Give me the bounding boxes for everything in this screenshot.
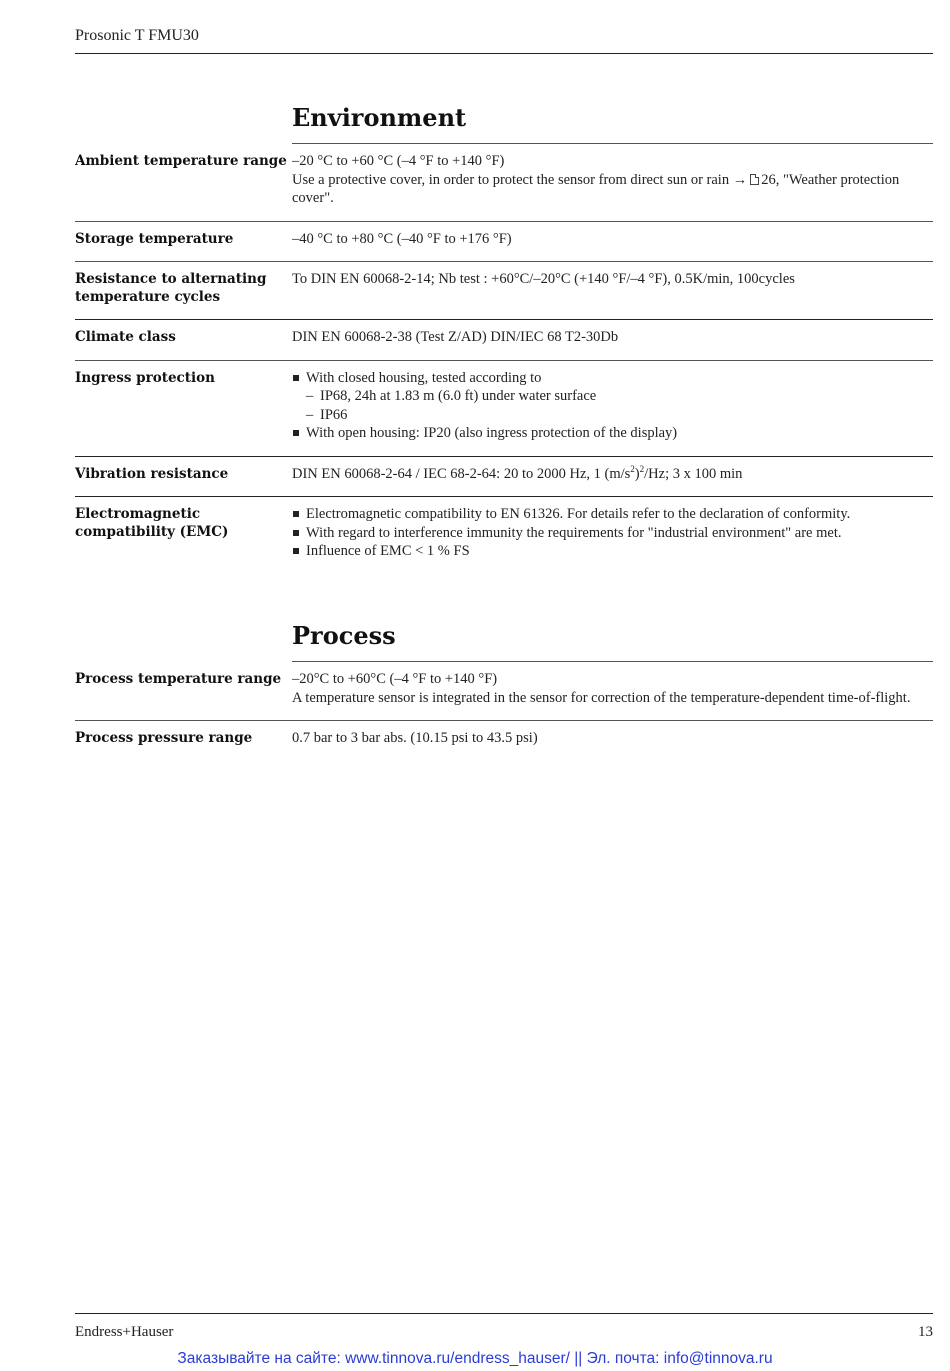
spec-value: DIN EN 60068-2-38 (Test Z/AD) DIN/IEC 68 T2-30Db [292,329,619,345]
footer-divider [75,1313,933,1314]
spec-value [292,505,933,561]
spec-label: Process pressure range [75,730,253,746]
dash-item: – IP68, 24h at 1.83 m (6.0 ft) under water surface [292,387,933,406]
dash-item: – IP66 [292,406,933,425]
spec-label: Climate class [75,329,176,345]
spec-row-process-pressure [75,721,933,761]
spec-row-temperature-cycles [75,262,933,320]
superscript: 2 [630,463,635,474]
spec-row-ambient-temperature [75,144,933,222]
spec-row-ingress-protection [75,361,933,457]
spec-value-text: /Hz; 3 x 100 min [644,465,743,482]
spec-value: –40 °C to +80 °C (–40 °F to +176 °F) [292,230,512,247]
spec-row-vibration-resistance [75,457,933,498]
spec-label: Electromagnetic compatibility (EMC) [75,506,229,540]
bullet-item: With open housing: IP20 (also ingress protection of the display) [292,424,933,443]
spec-value: 0.7 bar to 3 bar abs. (10.15 psi to 43.5 psi) [292,730,538,746]
spec-value: To DIN EN 60068-2-14; Nb test : +60°C/–20°C (+140 °F/–4 °F), 0.5K/min, 100cycles [292,271,795,287]
spec-row-climate-class [75,320,933,361]
environment-section [75,103,933,574]
spec-label: Storage temperature [75,230,234,247]
spec-label: Process temperature range [75,671,282,687]
spec-value [292,369,933,443]
process-heading: Process [292,621,933,662]
superscript: 2 [639,463,645,474]
order-contact-link[interactable]: Заказывайте на сайте: www.tinnova.ru/endress_hauser/ || Эл. почта: info@tinnova.ru [177,1350,773,1367]
spec-value [292,465,933,484]
spec-value-line: –20 °C to +60 °C (–4 °F to +140 °F) [292,153,505,169]
spec-value-text: ) [634,465,640,482]
document-header-title: Prosonic T FMU30 [75,27,199,44]
spec-row-emc [75,497,933,574]
bullet-item: Electromagnetic compatibility to EN 61326. For details refer to the declaration of conformity. [292,505,933,524]
process-section [75,621,933,761]
spec-value-text: Use a protective cover, in order to protect the sensor from direct sun or rain → [292,171,748,188]
spec-label: Vibration resistance [75,465,229,482]
spec-value-line [292,171,933,208]
bullet-item: With regard to interference immunity the requirements for "industrial environment" are met. [292,524,933,543]
spec-row-storage-temperature [75,222,933,263]
spec-label: Ambient temperature range [75,153,287,169]
footer-company: Endress+Hauser [75,1324,174,1340]
spec-value-line: –20°C to +60°C (–4 °F to +140 °F) [292,671,498,687]
environment-heading: Environment [292,103,933,144]
page-number: 13 [918,1324,933,1340]
spec-row-process-temperature [75,662,933,721]
bullet-item: With closed housing, tested according to [292,369,933,388]
spec-label: Resistance to alternating temperature cycles [75,271,267,305]
spec-label: Ingress protection [75,369,215,386]
page-reference-icon [750,174,759,185]
bullet-item: Influence of EMC < 1 % FS [292,542,933,561]
spec-value-line: A temperature sensor is integrated in the sensor for correction of the temperature-dependent time-of-flight. [292,689,911,706]
spec-value-text: 26, "Weather protection cover". [292,171,900,206]
header-divider [75,53,933,54]
spec-value [292,670,933,707]
spec-value [292,152,933,208]
spec-value-text: DIN EN 60068-2-64 / IEC 68-2-64: 20 to 2000 Hz, 1 (m/s [292,465,631,482]
